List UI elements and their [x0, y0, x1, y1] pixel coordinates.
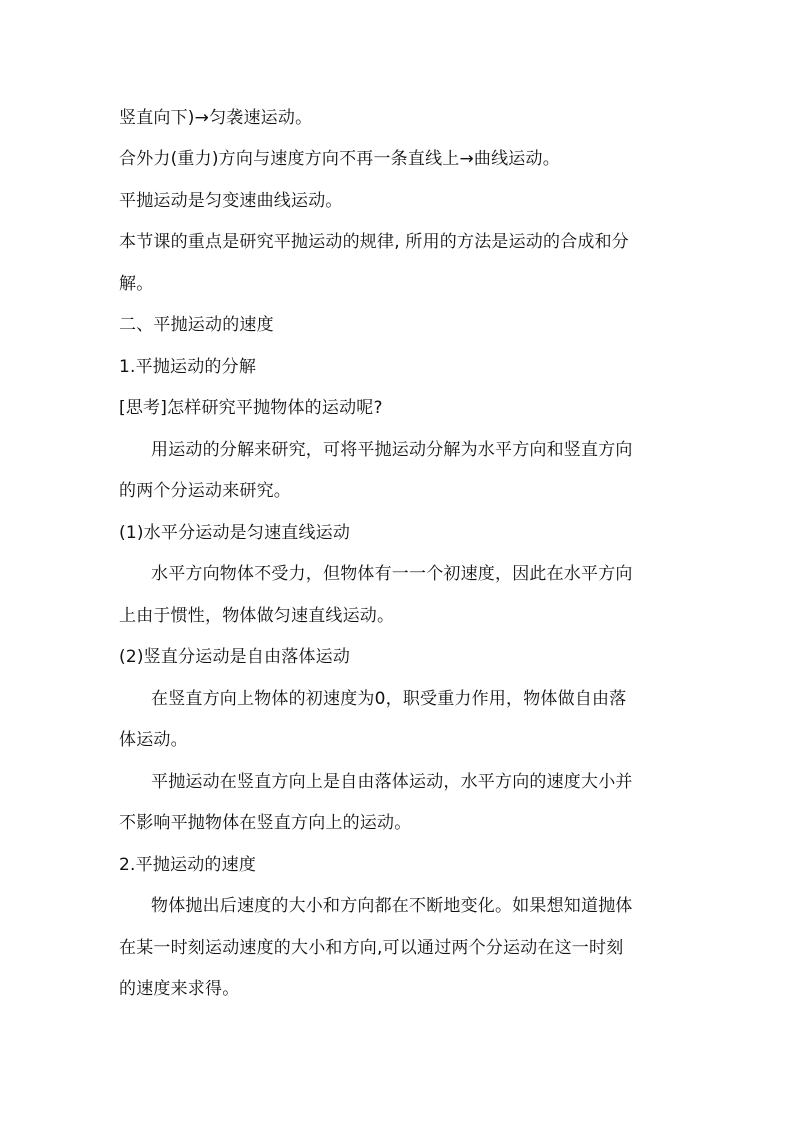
text-line: 竖直向下)→匀袭速运动。	[119, 108, 313, 128]
text-line: 的速度来求得。	[119, 979, 240, 999]
text-line: 在某一时刻运动速度的大小和方向,可以通过两个分运动在这一时刻	[119, 938, 624, 958]
text-line: 合外力(重力)方向与速度方向不再一条直线上→曲线运动。	[119, 149, 560, 169]
subsection-heading: (2)竖直分运动是自由落体运动	[119, 647, 351, 667]
subsection-heading: 2.平抛运动的速度	[119, 855, 257, 875]
text-line: 的两个分运动来研究。	[119, 481, 291, 501]
text-line: 物体抛出后速度的大小和方向都在不断地变化。如果想知道抛体	[151, 896, 633, 916]
subsection-heading: 1.平抛运动的分解	[119, 357, 257, 377]
subsection-heading: (1)水平分运动是匀速直线运动	[119, 523, 351, 543]
text-line: 本节课的重点是研究平抛运动的规律, 所用的方法是运动的合成和分	[119, 232, 630, 252]
text-line: 在竖直方向上物体的初速度为0，职受重力作用，物体做自由落	[151, 689, 627, 709]
text-line: 上由于惯性，物体做匀速直线运动。	[119, 606, 395, 626]
text-line: 平抛运动是匀变速曲线运动。	[119, 191, 343, 211]
text-line: 用运动的分解来研究，可将平抛运动分解为水平方向和竖直方向	[151, 440, 633, 460]
text-line: 解。	[119, 274, 154, 294]
text-line: [思考]怎样研究平抛物体的运动呢?	[119, 398, 383, 418]
text-line: 水平方向物体不受力，但物体有一一个初速度，因此在水平方向	[151, 564, 633, 584]
text-line: 平抛运动在竖直方向上是自由落体运动，水平方向的速度大小并	[151, 772, 633, 792]
text-line: 不影响平抛物体在竖直方向上的运动。	[119, 813, 412, 833]
text-line: 体运动。	[119, 730, 188, 750]
section-heading: 二、平抛运动的速度	[119, 315, 274, 335]
